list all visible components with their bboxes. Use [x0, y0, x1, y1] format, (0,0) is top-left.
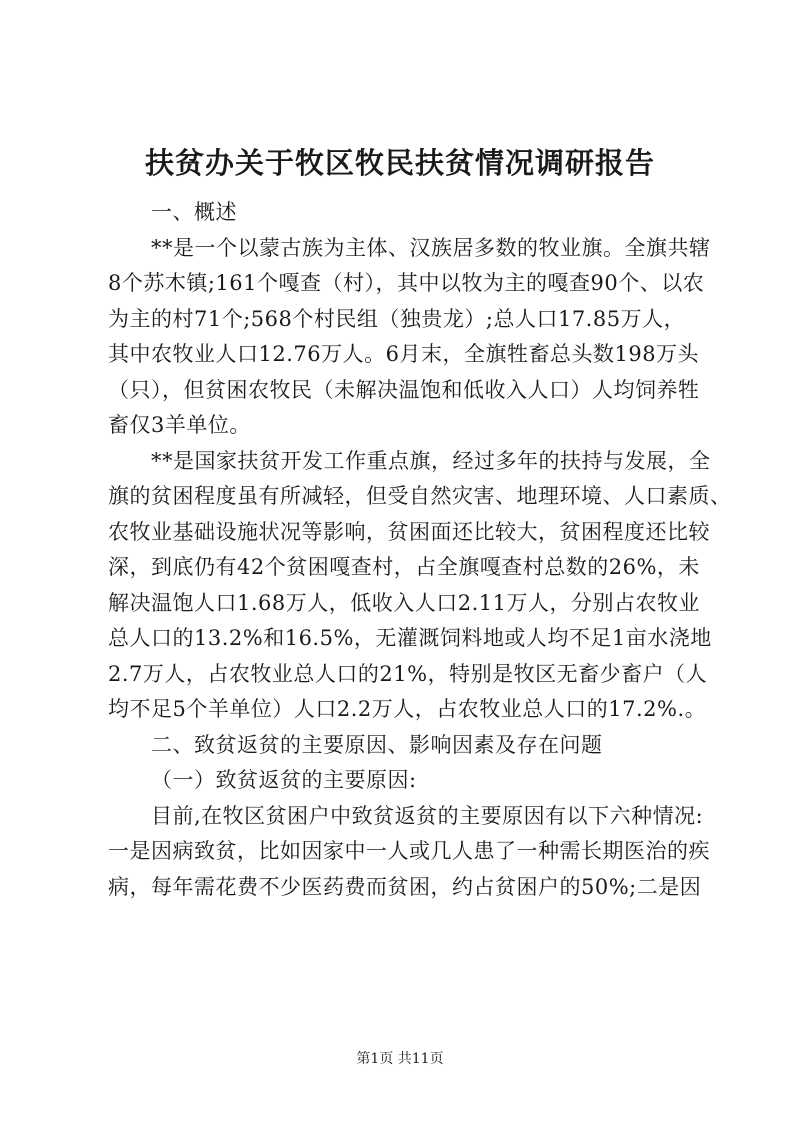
paragraph-line: 为主的村71个;568个村民组（独贵龙）;总人口17.85万人， — [108, 306, 686, 331]
paragraph-line: 8个苏木镇;161个嘎查（村），其中以牧为主的嘎查90个、以农 — [108, 271, 705, 295]
paragraph-line: 目前,在牧区贫困户中致贫返贫的主要原因有以下六种情况: — [151, 803, 704, 828]
section-heading-overview: 一、概述 — [151, 200, 237, 224]
document-body — [108, 195, 732, 905]
page-number: 第1页 共11页 — [356, 1051, 444, 1067]
paragraph-line: 2.7万人，占农牧业总人口的21%，特别是牧区无畜少畜户（人 — [108, 661, 708, 686]
section-heading-causes: 二、致贫返贫的主要原因、影响因素及存在问题 — [151, 732, 603, 757]
paragraph-line: 病，每年需花费不少医药费而贫困，约占贫困户的50%;二是因 — [108, 874, 702, 899]
paragraph-line: **是国家扶贫开发工作重点旗，经过多年的扶持与发展，全 — [151, 448, 711, 473]
paragraph-line: **是一个以蒙古族为主体、汉族居多数的牧业旗。全旗共辖 — [151, 235, 711, 260]
paragraph-line: 畜仅3羊单位。 — [108, 413, 251, 437]
subsection-heading: （一）致贫返贫的主要原因: — [151, 768, 417, 792]
paragraph-line: 农牧业基础设施状况等影响，贫困面还比较大，贫困程度还比较 — [108, 519, 710, 544]
paragraph-line: 其中农牧业人口12.76万人。6月末，全旗牲畜总头数198万头 — [108, 342, 700, 366]
paragraph-line: 深，到底仍有42个贫困嘎查村，占全旗嘎查村总数的26%，未 — [108, 555, 700, 579]
paragraph-line: 解决温饱人口1.68万人，低收入人口2.11万人，分别占农牧业 — [108, 590, 701, 615]
paragraph-line: 旗的贫困程度虽有所减轻，但受自然灾害、地理环境、人口素质、 — [108, 484, 732, 508]
paragraph-line: 总人口的13.2%和16.5%，无灌溉饲料地或人均不足1亩水浇地 — [108, 626, 712, 650]
document-title: 扶贫办关于牧区牧民扶贫情况调研报告 — [144, 146, 655, 180]
paragraph-line: 一是因病致贫，比如因家中一人或几人患了一种需长期医治的疾 — [108, 839, 710, 863]
paragraph-line: （只），但贫困农牧民（未解决温饱和低收入人口）人均饲养牲 — [108, 377, 700, 402]
paragraph-line: 均不足5个羊单位）人口2.2万人，占农牧业总人口的17.2%.。 — [108, 697, 707, 721]
